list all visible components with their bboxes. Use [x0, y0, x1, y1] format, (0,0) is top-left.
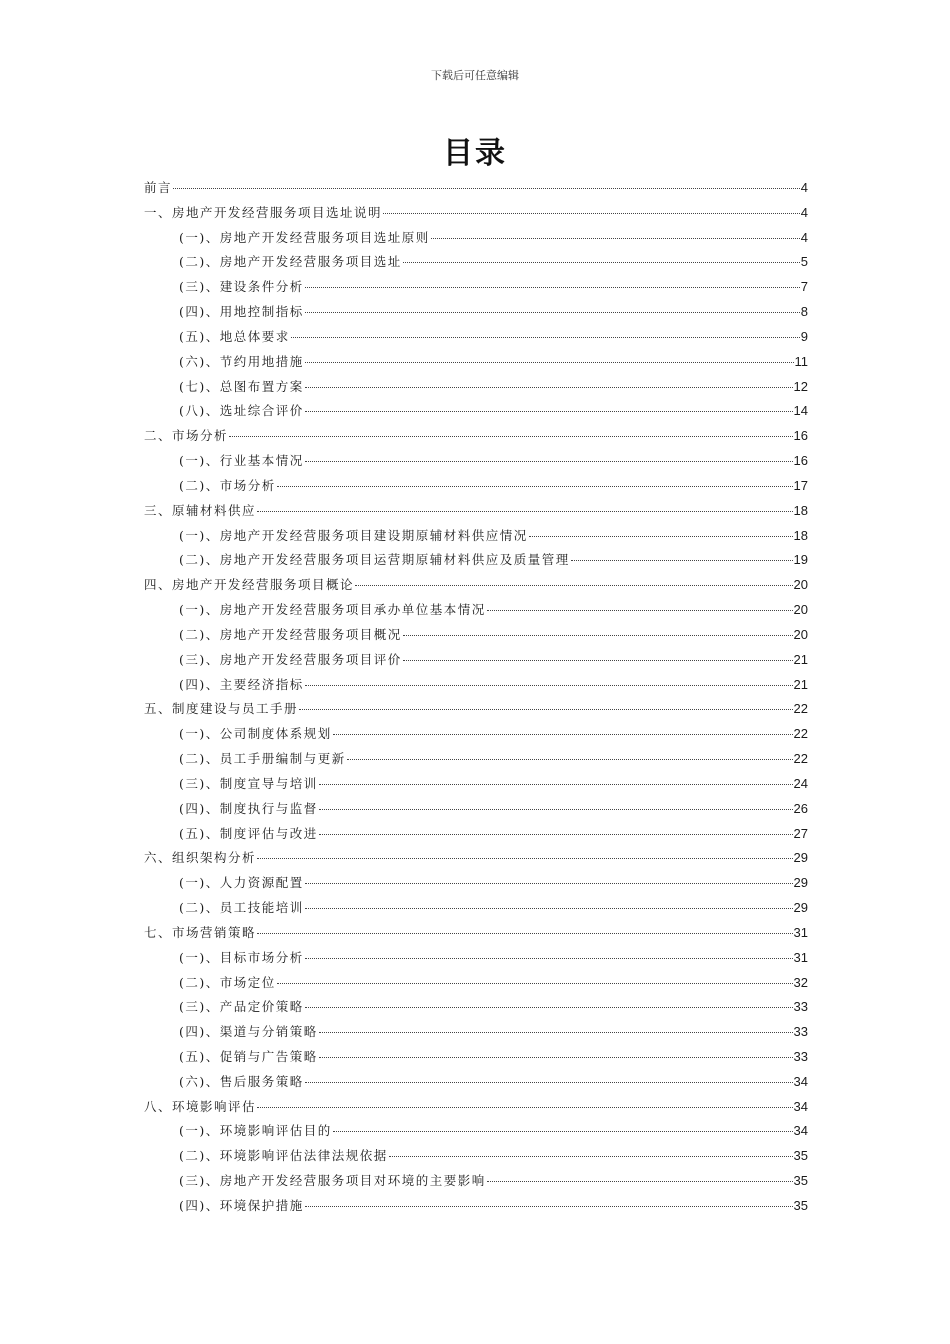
toc-entry-title: (二)、房地产开发经营服务项目概况 [179, 626, 402, 642]
toc-dot-leader [277, 486, 793, 487]
toc-entry[interactable] [144, 275, 808, 300]
toc-entry-title: (四)、制度执行与监督 [179, 800, 318, 816]
toc-entry[interactable] [144, 300, 808, 325]
toc-dot-leader [257, 933, 793, 934]
toc-entry-title: 三、原辅材料供应 [144, 502, 257, 518]
toc-entry-title: (二)、房地产开发经营服务项目选址 [179, 254, 402, 270]
toc-dot-leader [571, 560, 793, 561]
toc-entry-title: (七)、总图布置方案 [179, 378, 304, 394]
toc-entry-title: 八、环境影响评估 [144, 1098, 257, 1114]
toc-entry[interactable] [144, 573, 808, 598]
toc-entry[interactable] [144, 846, 808, 871]
toc-dot-leader [389, 1156, 793, 1157]
toc-entry-title: 七、市场营销策略 [144, 924, 257, 940]
toc-entry-title: (六)、节约用地措施 [179, 353, 304, 369]
toc-entry-page: 35 [793, 1148, 808, 1164]
toc-dot-leader [305, 883, 793, 884]
toc-dot-leader [229, 436, 793, 437]
toc-entry[interactable] [144, 623, 808, 648]
toc-entry-page: 8 [800, 304, 808, 320]
toc-dot-leader [487, 610, 793, 611]
toc-dot-leader [305, 1007, 793, 1008]
toc-entry-title: 五、制度建设与员工手册 [144, 701, 299, 717]
toc-entry[interactable] [144, 449, 808, 474]
toc-entry[interactable] [144, 1070, 808, 1095]
toc-dot-leader [305, 287, 800, 288]
toc-entry-page: 34 [793, 1098, 808, 1114]
toc-dot-leader [305, 1206, 793, 1207]
toc-entry-page: 4 [800, 204, 808, 220]
toc-entry-page: 22 [793, 726, 808, 742]
toc-entry[interactable] [144, 325, 808, 350]
toc-entry[interactable] [144, 1144, 808, 1169]
toc-entry[interactable] [144, 946, 808, 971]
toc-entry-page: 20 [793, 626, 808, 642]
toc-entry-title: (三)、制度宣导与培训 [179, 775, 318, 791]
toc-dot-leader [299, 709, 793, 710]
toc-entry-title: (五)、制度评估与改进 [179, 825, 318, 841]
toc-entry-title: 四、房地产开发经营服务项目概论 [144, 577, 355, 593]
toc-dot-leader [403, 262, 800, 263]
toc-entry-page: 34 [793, 1073, 808, 1089]
toc-entry-page: 7 [800, 279, 808, 295]
toc-dot-leader [173, 188, 800, 189]
toc-entry-title: 一、房地产开发经营服务项目选址说明 [144, 204, 383, 220]
toc-entry-page: 31 [793, 924, 808, 940]
toc-entry-title: 前言 [144, 180, 173, 195]
toc-entry-title: (二)、市场分析 [179, 477, 276, 493]
toc-dot-leader [431, 238, 800, 239]
toc-dot-leader [403, 660, 793, 661]
toc-entry-title: (一)、目标市场分析 [179, 949, 304, 965]
toc-dot-leader [305, 958, 793, 959]
toc-entry-page: 35 [793, 1197, 808, 1213]
toc-entry-page: 16 [793, 453, 808, 469]
toc-entry-title: (一)、行业基本情况 [179, 453, 304, 469]
toc-entry-title: (一)、环境影响评估目的 [179, 1123, 332, 1139]
toc-entry-title: (四)、渠道与分销策略 [179, 1024, 318, 1040]
page-title: 目录 [443, 136, 507, 171]
toc-entry-title: (三)、建设条件分析 [179, 279, 304, 295]
toc-entry-title: (五)、地总体要求 [179, 328, 290, 344]
toc-entry-page: 35 [793, 1173, 808, 1189]
toc-dot-leader [319, 834, 793, 835]
toc-entry[interactable] [144, 399, 808, 424]
toc-entry[interactable] [144, 226, 808, 251]
toc-entry-title: (三)、产品定价策略 [179, 999, 304, 1015]
toc-entry-page: 17 [793, 477, 808, 493]
toc-entry-title: (五)、促销与广告策略 [179, 1048, 318, 1064]
toc-dot-leader [305, 411, 793, 412]
toc-entry-title: (一)、房地产开发经营服务项目选址原则 [179, 229, 430, 245]
toc-entry-title: 二、市场分析 [144, 428, 229, 444]
toc-entry-page: 26 [793, 800, 808, 816]
toc-entry[interactable] [144, 871, 808, 896]
toc-dot-leader [305, 387, 793, 388]
toc-entry[interactable] [144, 499, 808, 524]
toc-entry[interactable] [144, 822, 808, 847]
toc-entry[interactable] [144, 747, 808, 772]
toc-dot-leader [319, 809, 793, 810]
toc-entry-title: 六、组织架构分析 [144, 850, 257, 866]
toc-dot-leader [305, 461, 793, 462]
toc-entry-title: (一)、人力资源配置 [179, 875, 304, 891]
toc-dot-leader [529, 536, 793, 537]
toc-entry-page: 19 [793, 552, 808, 568]
toc-entry-title: (二)、市场定位 [179, 974, 276, 990]
toc-entry[interactable] [144, 350, 808, 375]
toc-dot-leader [305, 685, 793, 686]
toc-entry[interactable] [144, 648, 808, 673]
table-of-contents [144, 176, 808, 1219]
toc-dot-leader [257, 858, 793, 859]
toc-dot-leader [305, 312, 800, 313]
toc-entry[interactable] [144, 524, 808, 549]
toc-dot-leader [305, 1082, 793, 1083]
toc-entry-title: (二)、员工手册编制与更新 [179, 751, 346, 767]
toc-entry[interactable] [144, 896, 808, 921]
toc-entry-page: 32 [793, 974, 808, 990]
toc-entry-page: 20 [793, 577, 808, 593]
toc-entry[interactable] [144, 424, 808, 449]
toc-entry-page: 4 [800, 180, 808, 195]
toc-entry-title: (六)、售后服务策略 [179, 1073, 304, 1089]
toc-entry-page: 16 [793, 428, 808, 444]
toc-entry-page: 29 [793, 850, 808, 866]
toc-dot-leader [383, 213, 800, 214]
toc-entry[interactable] [144, 548, 808, 573]
toc-dot-leader [487, 1181, 793, 1182]
toc-entry[interactable] [144, 772, 808, 797]
toc-entry-title: (二)、房地产开发经营服务项目运营期原辅材料供应及质量管理 [179, 552, 570, 568]
toc-entry[interactable] [144, 797, 808, 822]
toc-entry-title: (四)、环境保护措施 [179, 1197, 304, 1213]
toc-entry-page: 12 [793, 378, 808, 394]
toc-entry-title: (一)、房地产开发经营服务项目承办单位基本情况 [179, 602, 486, 618]
toc-dot-leader [277, 983, 793, 984]
toc-entry-page: 29 [793, 900, 808, 916]
toc-entry-title: (三)、房地产开发经营服务项目评价 [179, 651, 402, 667]
toc-dot-leader [403, 635, 793, 636]
toc-entry[interactable] [144, 1020, 808, 1045]
toc-entry[interactable] [144, 995, 808, 1020]
toc-dot-leader [257, 1107, 793, 1108]
toc-dot-leader [355, 585, 793, 586]
toc-entry-title: (一)、房地产开发经营服务项目建设期原辅材料供应情况 [179, 527, 528, 543]
toc-dot-leader [257, 511, 793, 512]
toc-entry-title: (一)、公司制度体系规划 [179, 726, 332, 742]
toc-entry-title: (八)、选址综合评价 [179, 403, 304, 419]
toc-entry-page: 18 [793, 502, 808, 518]
toc-entry[interactable] [144, 697, 808, 722]
toc-entry[interactable] [144, 971, 808, 996]
toc-entry[interactable] [144, 1194, 808, 1219]
toc-entry-page: 24 [793, 775, 808, 791]
toc-entry-page: 33 [793, 1024, 808, 1040]
toc-entry-page: 20 [793, 602, 808, 618]
toc-entry[interactable] [144, 474, 808, 499]
toc-entry[interactable] [144, 1045, 808, 1070]
toc-entry[interactable] [144, 1119, 808, 1144]
toc-entry[interactable] [144, 250, 808, 275]
toc-dot-leader [305, 362, 794, 363]
toc-entry-title: (四)、主要经济指标 [179, 676, 304, 692]
toc-entry-page: 27 [793, 825, 808, 841]
toc-entry-page: 11 [794, 353, 808, 369]
toc-entry-page: 21 [793, 651, 808, 667]
toc-entry-title: (二)、员工技能培训 [179, 900, 304, 916]
toc-entry-page: 29 [793, 875, 808, 891]
toc-entry[interactable] [144, 722, 808, 747]
toc-entry[interactable] [144, 201, 808, 226]
toc-entry[interactable] [144, 1169, 808, 1194]
toc-dot-leader [333, 734, 793, 735]
toc-entry[interactable] [144, 673, 808, 698]
toc-dot-leader [319, 1032, 793, 1033]
toc-dot-leader [305, 908, 793, 909]
toc-entry-page: 9 [800, 328, 808, 344]
toc-entry-page: 5 [800, 254, 808, 270]
toc-dot-leader [291, 337, 800, 338]
toc-entry-page: 18 [793, 527, 808, 543]
page-header: 下载后可任意编辑 [431, 69, 519, 82]
toc-entry-page: 31 [793, 949, 808, 965]
toc-entry-page: 21 [793, 676, 808, 692]
toc-entry-page: 33 [793, 1048, 808, 1064]
toc-dot-leader [319, 784, 793, 785]
toc-entry-title: (四)、用地控制指标 [179, 304, 304, 320]
toc-entry-page: 14 [793, 403, 808, 419]
toc-entry-title: (三)、房地产开发经营服务项目对环境的主要影响 [179, 1173, 486, 1189]
toc-entry-title: (二)、环境影响评估法律法规依据 [179, 1148, 388, 1164]
toc-entry-page: 4 [800, 229, 808, 245]
toc-entry[interactable] [144, 598, 808, 623]
toc-entry-page: 34 [793, 1123, 808, 1139]
toc-entry-page: 22 [793, 751, 808, 767]
toc-entry-page: 22 [793, 701, 808, 717]
toc-entry[interactable] [144, 1095, 808, 1120]
toc-dot-leader [347, 759, 793, 760]
toc-entry[interactable] [144, 176, 808, 201]
toc-dot-leader [319, 1057, 793, 1058]
toc-dot-leader [333, 1131, 793, 1132]
toc-entry-page: 33 [793, 999, 808, 1015]
toc-entry[interactable] [144, 921, 808, 946]
toc-entry[interactable] [144, 375, 808, 400]
